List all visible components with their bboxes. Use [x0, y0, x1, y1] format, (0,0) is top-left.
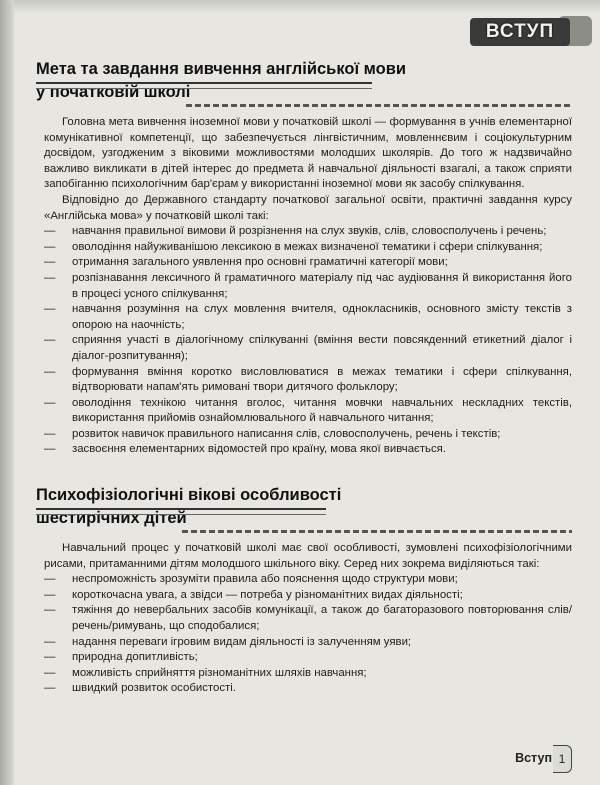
list-item: — оволодіння найуживанішою лексикою в межах визначеної тематики і сфери спілкування; [44, 240, 543, 253]
list-item: — природна допитливість; [44, 651, 198, 664]
list-item: — тяжіння до невербальних засобів комунікації, а також до багаторазового повторювання слів/речень/римувань, що сподобалися; [44, 604, 572, 632]
list-item: — короткочасна увага, а звідси — потреба у різноманітних видах діяльності; [44, 588, 463, 601]
list-item: — швидкий розвиток особистості. [44, 682, 236, 695]
list-item: — розвиток навичок правильного написання слів, словосполучень, речень і текстів; [44, 427, 501, 440]
list-item: — надання переваги ігровим видам діяльності із залученням уяви; [44, 635, 412, 648]
list-item: — оволодіння технікою читання вголос, читання мовчки навчальних нескладних текстів, використання прийомів ознайомлювального й навчального читання; [44, 396, 572, 425]
section1-rule-top [36, 82, 372, 89]
section1-title-line2: у початковій школі [36, 83, 191, 101]
section1-rule-bottom [186, 104, 572, 107]
section1-para1: Головна мета вивчення іноземної мови у початковій школі — формування в учнів елементарної комунікативної компетенції, що забезпечується лінгвістичним, мовленнєвим і соціокультурним досвідом, узгодженим з віковими можливостями молодших школярів. До того ж надзвичайно важливо викликати в дітей інтерес до предмета й навчальної діяльності взагалі, а також сприяти запобіганню психологічним бар'єрам у використанні іноземної мови як засобу спілкування. [44, 116, 572, 191]
document-page [14, 0, 600, 785]
binding-shadow [0, 0, 14, 785]
section2-body [44, 541, 572, 697]
footer-section-label: Вступ [515, 751, 552, 765]
section1-heading [36, 58, 406, 104]
list-item: — неспроможність зрозуміти правила або пояснення щодо структури мови; [44, 573, 458, 586]
section1-body [44, 115, 572, 458]
section2-rule-bottom [182, 530, 572, 533]
list-item: — формування вміння коротко висловлюватися в межах тематики і сфери спілкування, відтворювати напам'ять римовані твори дитячого фольклору; [44, 365, 572, 394]
list-item: — отримання загального уявлення про основні граматичні категорії мови; [44, 256, 448, 269]
section2-title-line2: шестирічних дітей [36, 509, 187, 527]
section1-list [44, 224, 572, 458]
list-item: — сприяння участі в діалогічному спілкуванні (вміння вести повсякденний етикетний діалог і діалог-розпитування); [44, 334, 572, 362]
badge-label: ВСТУП [470, 18, 570, 46]
section1-para2: Відповідно до Державного стандарту початкової загальної освіти, практичні завдання курсу «Англійська мова» у початковій школі такі: [44, 193, 572, 222]
list-item: — розпізнавання лексичного й граматичного матеріалу під час аудіювання й використання його в процесі усного спілкування; [44, 271, 572, 300]
section2-title-line1: Психофізіологічні вікові особливості [36, 486, 342, 504]
section2-list [44, 572, 572, 697]
section1-title-line1: Мета та завдання вивчення англійської мови [36, 60, 407, 78]
section2-rule-top [36, 508, 326, 515]
section2-heading [36, 484, 341, 530]
section2-para1: Навчальний процес у початковій школі має свої особливості, зумовлені психофізіологічними рисами, притаманними дітям молодшого шкільного віку. Серед них зокрема виділяються такі: [44, 542, 572, 570]
page-number: 1 [553, 745, 572, 773]
section-badge [460, 10, 592, 50]
list-item: — навчання розуміння на слух мовлення вчителя, однокласників, основного змісту текстів з опорою на наочність; [44, 303, 572, 331]
list-item: — навчання правильної вимови й розрізнення на слух звуків, слів, словосполучень і речень; [44, 225, 547, 238]
list-item: — можливість сприйняття різноманітних шляхів навчання; [44, 666, 367, 679]
list-item: — засвоєння елементарних відомостей про країну, мова якої вивчається. [44, 443, 447, 456]
